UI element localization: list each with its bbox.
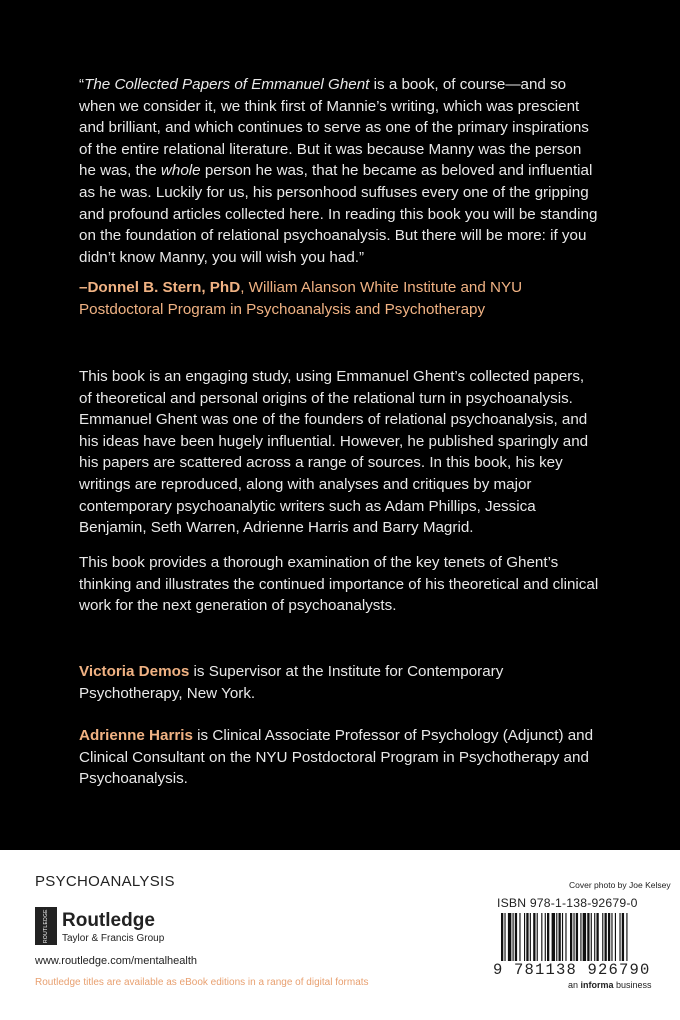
endorser-affiliation: , William Alanson White Institute and NYU Postdoctoral Program in Psychoanalysis and Psychotherapy xyxy=(79,279,523,318)
endorsement-attribution xyxy=(79,277,599,320)
author-name: Victoria Demos xyxy=(79,663,190,680)
informa-bold: informa xyxy=(580,980,614,990)
quote-part-2: person he was, that he became as beloved and influential as he was. Luckily for us, his personhood suffuses every one of the gripping and profound articles collected here. In reading this book you will be standing on the foundation of relational psychoanalysis. But there will be more: if you didn’t know Manny, you will wish you had.” xyxy=(79,162,598,266)
author-name: Adrienne Harris xyxy=(79,727,193,744)
publisher-group: Taylor & Francis Group xyxy=(62,933,165,944)
endorsement-quote xyxy=(79,74,599,268)
author-bio-demos xyxy=(79,661,599,704)
informa-business xyxy=(568,980,652,990)
ebook-note: Routledge titles are available as eBook editions in a range of digital formats xyxy=(35,977,369,988)
description-paragraph-2: This book provides a thorough examination of the key tenets of Ghent’s thinking and illustrates the continued importance of his theoretical and clinical work for the next generation of psychoanalysts. xyxy=(79,554,599,615)
routledge-logo xyxy=(35,907,175,947)
author-bio-text: is Clinical Associate Professor of Psychology (Adjunct) and Clinical Consultant on the NYU Postdoctoral Program in Psychotherapy and Psychoanalysis. xyxy=(79,727,594,788)
informa-prefix: an xyxy=(568,980,581,990)
publisher-url: www.routledge.com/mentalhealth xyxy=(35,955,198,967)
cover-credit: Cover photo by Joe Kelsey xyxy=(569,880,671,890)
category-label: PSYCHOANALYSIS xyxy=(35,873,175,890)
isbn: ISBN 978-1-138-92679-0 xyxy=(497,896,638,910)
endorser-name: –Donnel B. Stern, PhD xyxy=(79,279,241,296)
quote-whole-italic: whole xyxy=(160,162,201,180)
quote-part-1: is a book, of course—and so when we consider it, we think first of Mannie’s writing, which was prescient and brilliant, and which continues to serve as one of the primary inspirations of the entire relational literature. But it was because Manny was the person he was, the xyxy=(79,76,589,180)
routledge-logo-mark-icon: ROUTLEDGE xyxy=(35,907,57,945)
book-title-italic: The Collected Papers of Emmanuel Ghent xyxy=(84,76,370,93)
publisher-name: Routledge xyxy=(62,910,155,931)
informa-suffix: business xyxy=(613,980,652,990)
description-paragraph-1: This book is an engaging study, using Emmanuel Ghent’s collected papers, of theoretical and personal origins of the relational turn in psychoanalysis. Emmanuel Ghent was one of the founders of relational psychoanalysis, and his ideas have been hugely influential. However, he published sparingly and his papers are scattered across a range of sources. In this book, his key writings are reproduced, along with analyses and critiques by major contemporary psychoanalytic writers such as Adam Phillips, Jessica Benjamin, Seth Warren, Adrienne Harris and Barry Magrid. xyxy=(79,368,589,537)
back-cover-footer xyxy=(0,850,680,1020)
barcode-digits: 9 781138 926790 xyxy=(491,961,673,979)
quote-open-mark: “ xyxy=(79,76,85,93)
author-bio-text: is Supervisor at the Institute for Contemporary Psychotherapy, New York. xyxy=(79,663,504,702)
author-bio-harris xyxy=(79,725,599,790)
